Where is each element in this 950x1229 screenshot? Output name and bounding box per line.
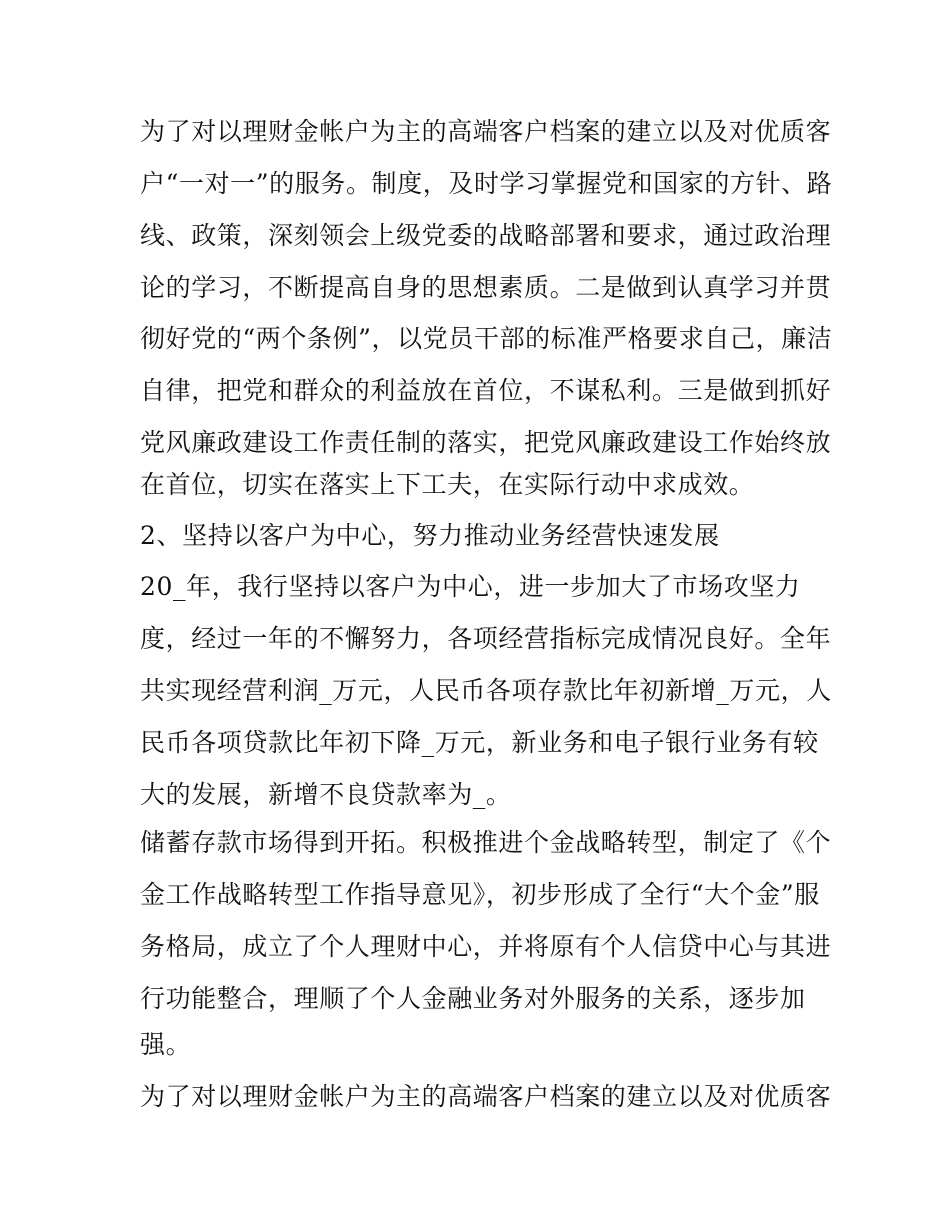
text-line: 为了对以理财金帐户为主的高端客户档案的建立以及对优质客: [140, 1082, 832, 1111]
text-line: 自律，把党和群众的利益放在首位，不谋私利。三是做到抓好: [140, 376, 832, 405]
text-line: 户“一对一”的服务。制度，及时学习掌握党和国家的方针、路: [140, 169, 833, 198]
text-line: 共实现经营利润_万元，人民币各项存款比年初新增_万元，人: [140, 676, 832, 705]
text-line: 线、政策，深刻领会上级党委的战略部署和要求，通过政治理: [140, 221, 832, 250]
text-line: 行功能整合，理顺了个人金融业务对外服务的关系，逐步加: [140, 984, 806, 1013]
text-line: 金工作战略转型工作指导意见》，初步形成了全行“大个金”服: [140, 880, 820, 909]
text-line: 在首位，切实在落实上下工夫，在实际行动中求成效。: [140, 470, 755, 499]
text-line: 大的发展，新增不良贷款率为_。: [140, 780, 512, 809]
text-line: 务格局，成立了个人理财中心，并将原有个人信贷中心与其进: [140, 932, 832, 961]
text-line: 民币各项贷款比年初下降_万元，新业务和电子银行业务有较: [140, 728, 819, 757]
text-line: 党风廉政建设工作责任制的落实，把党风廉政建设工作始终放: [140, 428, 832, 457]
text-line: 20_年，我行坚持以客户为中心，进一步加大了市场攻坚力: [140, 572, 801, 601]
text-line: 强。: [140, 1030, 192, 1059]
text-line: 储蓄存款市场得到开拓。积极推进个金战略转型，制定了《个: [140, 828, 832, 857]
text-line: 彻好党的“两个条例”，以党员干部的标准严格要求自己，廉洁: [140, 324, 833, 353]
text-line: 论的学习，不断提高自身的思想素质。二是做到认真学习并贯: [140, 273, 832, 302]
text-line: 度，经过一年的不懈努力，各项经营指标完成情况良好。全年: [140, 624, 832, 653]
text-line: 为了对以理财金帐户为主的高端客户档案的建立以及对优质客: [140, 117, 832, 146]
section-heading: 2、坚持以客户为中心，努力推动业务经营快速发展: [140, 521, 720, 550]
